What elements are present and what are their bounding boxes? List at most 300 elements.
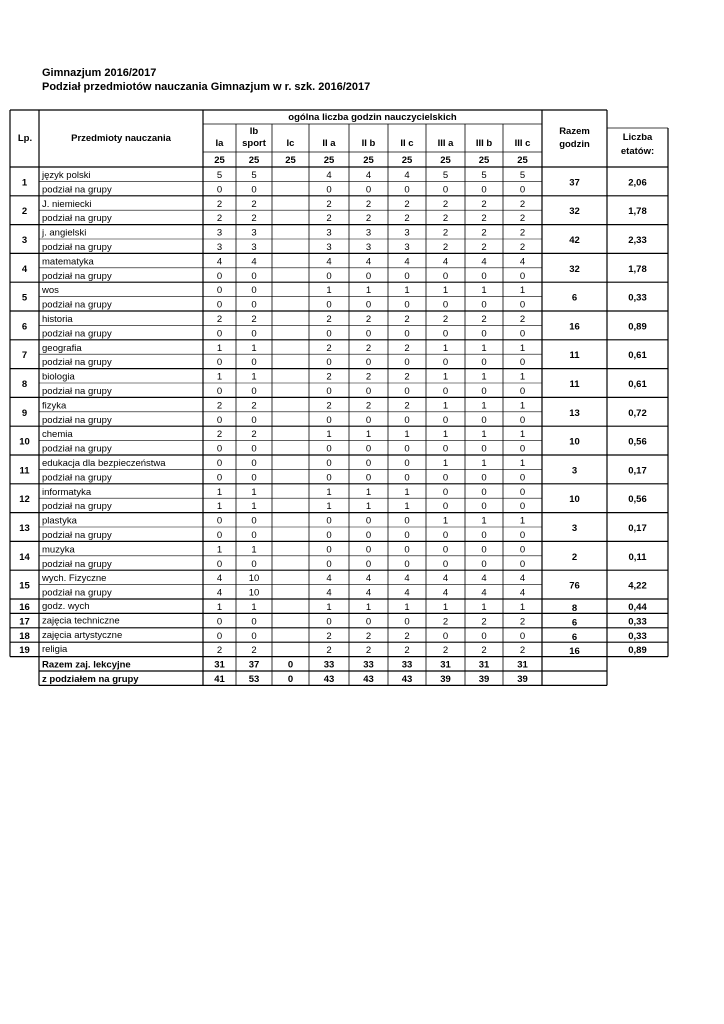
hours-value: 0 — [216, 458, 223, 469]
etaty-value: 0,61 — [628, 350, 647, 362]
group-hours-value: 0 — [404, 443, 410, 455]
row-lp: 18 — [19, 630, 30, 642]
subject-name: plastyka — [42, 515, 77, 527]
subgroup-label: podział na grupy — [42, 242, 112, 253]
hours-value: 1 — [404, 429, 410, 441]
group-hours-value: 4 — [216, 587, 223, 599]
group-hours-value: 0 — [481, 501, 487, 513]
group-hours-value: 0 — [216, 558, 223, 570]
totals-value: 31 — [478, 659, 490, 671]
class-header-label: sport — [242, 138, 266, 149]
group-hours-value: 0 — [216, 443, 223, 455]
group-hours-value: 0 — [251, 328, 257, 340]
hours-value: 1 — [519, 429, 526, 441]
group-hours-value: 2 — [442, 213, 449, 225]
etaty-value: 0,17 — [628, 465, 647, 477]
group-hours-value: 0 — [216, 414, 223, 426]
group-hours-value: 0 — [365, 530, 372, 541]
hours-value: 2 — [251, 400, 257, 412]
hours-value: 0 — [326, 515, 332, 527]
group-hours-value: 0 — [216, 357, 223, 369]
hours-value: 4 — [442, 573, 449, 585]
hours-value: 4 — [404, 170, 410, 181]
group-hours-value: 0 — [404, 530, 410, 541]
group-hours-value: 0 — [442, 184, 449, 196]
group-hours-value: 0 — [481, 184, 487, 196]
hours-value: 0 — [216, 630, 223, 642]
hours-value: 1 — [481, 371, 487, 383]
hours-value: 0 — [251, 458, 257, 469]
hours-value: 0 — [251, 515, 257, 527]
hours-value: 2 — [481, 616, 487, 628]
group-hours-value: 0 — [326, 270, 332, 282]
hours-value: 5 — [481, 170, 487, 181]
hours-value: 2 — [519, 227, 526, 239]
totals-value: 53 — [248, 674, 260, 685]
razem-value: 8 — [571, 603, 578, 614]
totals-value: 41 — [214, 674, 225, 685]
group-hours-value: 0 — [442, 270, 449, 282]
group-hours-value: 2 — [326, 213, 332, 225]
hours-value: 0 — [365, 544, 372, 556]
group-hours-value: 0 — [442, 299, 449, 311]
subgroup-label: podział na grupy — [42, 414, 112, 426]
group-hours-value: 0 — [326, 184, 332, 196]
razem-value: 16 — [569, 321, 580, 333]
hours-value: 1 — [442, 429, 449, 441]
totals-label: Razem zaj. lekcyjne — [42, 659, 131, 671]
subgroup-label: podział na grupy — [42, 386, 112, 397]
class-student-count: 25 — [214, 155, 225, 166]
header-liczba-etatow: Liczba — [622, 132, 653, 143]
etaty-value: 4,22 — [628, 580, 647, 592]
row-lp: 10 — [19, 436, 30, 448]
group-hours-value: 0 — [326, 357, 332, 369]
totals-value: 33 — [323, 659, 335, 671]
row-lp: 12 — [19, 494, 30, 506]
subject-name: J. niemiecki — [42, 198, 92, 210]
subgroup-label: podział na grupy — [42, 443, 112, 455]
hours-value: 5 — [251, 170, 257, 181]
hours-value: 0 — [442, 544, 449, 556]
row-lp: 3 — [21, 235, 28, 246]
group-hours-value: 4 — [326, 587, 332, 599]
group-hours-value: 0 — [519, 328, 526, 340]
subject-name: informatyka — [42, 486, 92, 498]
group-hours-value: 0 — [481, 328, 487, 340]
subject-name: muzyka — [42, 544, 75, 556]
hours-value: 1 — [481, 285, 487, 297]
hours-value: 0 — [442, 630, 449, 642]
group-hours-value: 0 — [326, 443, 332, 455]
group-hours-value: 3 — [404, 242, 410, 253]
hours-value: 2 — [365, 630, 372, 642]
subject-name: fizyka — [42, 400, 67, 412]
row-lp: 16 — [19, 602, 30, 613]
header-razem: Razem — [559, 126, 590, 137]
group-hours-value: 0 — [442, 501, 449, 513]
subgroup-label: podział na grupy — [42, 587, 112, 599]
hours-value: 2 — [251, 314, 257, 325]
group-hours-value: 0 — [481, 443, 487, 455]
group-hours-value: 0 — [442, 357, 449, 369]
subgroup-label: podział na grupy — [42, 530, 112, 541]
hours-value: 2 — [519, 314, 526, 325]
group-hours-value: 0 — [481, 558, 487, 570]
totals-value: 39 — [517, 674, 528, 685]
group-hours-value: 2 — [519, 213, 526, 225]
hours-value: 2 — [216, 198, 223, 210]
group-hours-value: 0 — [251, 270, 257, 282]
subject-name: historia — [42, 314, 73, 325]
hours-value: 1 — [251, 602, 257, 613]
hours-value: 1 — [481, 429, 487, 441]
hours-value: 1 — [216, 371, 223, 383]
hours-value: 0 — [404, 515, 410, 527]
class-header-label: II b — [361, 138, 376, 149]
hours-value: 1 — [481, 458, 487, 469]
group-hours-value: 0 — [251, 530, 257, 541]
row-lp: 5 — [21, 292, 28, 304]
subgroup-label: podział na grupy — [42, 270, 112, 282]
subgroup-label: podział na grupy — [42, 558, 112, 570]
group-hours-value: 0 — [365, 414, 372, 426]
subject-name: geografia — [42, 342, 82, 354]
hours-value: 2 — [404, 371, 410, 383]
group-hours-value: 1 — [251, 501, 257, 513]
etaty-value: 0,17 — [628, 523, 647, 534]
row-lp: 2 — [21, 206, 28, 218]
hours-value: 0 — [251, 616, 257, 628]
group-hours-value: 0 — [216, 472, 223, 484]
subject-name: zajęcia techniczne — [42, 615, 120, 627]
subgroup-label: podział na grupy — [42, 213, 112, 225]
row-lp: 6 — [21, 321, 28, 333]
hours-value: 2 — [519, 616, 526, 628]
class-student-count: 25 — [285, 155, 296, 166]
group-hours-value: 0 — [216, 299, 223, 311]
group-hours-value: 0 — [404, 558, 410, 570]
etaty-value: 0,33 — [628, 630, 647, 642]
subject-name: j. angielski — [42, 227, 87, 239]
hours-value: 1 — [404, 285, 410, 297]
razem-value: 2 — [571, 551, 578, 563]
razem-value: 76 — [569, 580, 580, 592]
etaty-value: 0,33 — [628, 292, 647, 304]
hours-value: 2 — [481, 198, 487, 210]
group-hours-value: 1 — [404, 501, 410, 513]
hours-value: 0 — [216, 515, 223, 527]
group-hours-value: 2 — [481, 213, 487, 225]
hours-value: 1 — [326, 486, 332, 498]
hours-value: 1 — [216, 544, 223, 556]
hours-value: 2 — [481, 645, 487, 657]
hours-value: 2 — [365, 342, 372, 354]
group-hours-value: 0 — [216, 328, 223, 340]
etaty-value: 0,89 — [628, 321, 647, 333]
group-hours-value: 0 — [365, 299, 372, 311]
row-lp: 19 — [19, 645, 30, 657]
hours-value: 2 — [404, 645, 410, 657]
hours-value: 1 — [216, 342, 223, 354]
group-hours-value: 0 — [519, 357, 526, 369]
hours-value: 2 — [442, 616, 449, 628]
hours-value: 2 — [442, 198, 449, 210]
hours-value: 1 — [216, 486, 223, 498]
group-hours-value: 0 — [365, 270, 372, 282]
row-lp: 1 — [21, 177, 28, 189]
hours-value: 2 — [251, 429, 257, 441]
hours-value: 1 — [326, 602, 332, 613]
totals-value: 33 — [401, 659, 413, 671]
hours-value: 1 — [251, 371, 257, 383]
class-header-label: III c — [514, 138, 531, 149]
hours-value: 0 — [404, 544, 410, 556]
razem-value: 32 — [569, 206, 580, 218]
totals-label: z podziałem na grupy — [42, 674, 139, 685]
group-hours-value: 3 — [365, 242, 372, 253]
group-hours-value: 0 — [251, 299, 257, 311]
hours-value: 0 — [519, 544, 526, 556]
hours-value: 1 — [216, 602, 223, 613]
group-hours-value: 3 — [326, 242, 332, 253]
hours-value: 4 — [442, 256, 449, 268]
razem-value: 11 — [569, 350, 580, 362]
etaty-value: 0,56 — [628, 436, 647, 448]
group-hours-value: 0 — [481, 270, 487, 282]
hours-value: 4 — [404, 573, 410, 585]
group-hours-value: 0 — [404, 386, 410, 397]
group-hours-value: 0 — [519, 299, 526, 311]
razem-value: 10 — [569, 436, 580, 448]
group-hours-value: 0 — [404, 357, 410, 369]
hours-value: 0 — [481, 486, 487, 498]
group-hours-value: 0 — [404, 414, 410, 426]
hours-value: 2 — [365, 198, 372, 210]
hours-value: 4 — [519, 573, 526, 585]
subgroup-label: podział na grupy — [42, 328, 112, 340]
group-hours-value: 0 — [326, 414, 332, 426]
hours-value: 2 — [365, 645, 372, 657]
group-hours-value: 0 — [442, 414, 449, 426]
hours-value: 2 — [365, 371, 372, 383]
group-hours-value: 0 — [251, 443, 257, 455]
group-hours-value: 0 — [519, 443, 526, 455]
class-header-label: II c — [400, 138, 414, 149]
group-hours-value: 3 — [216, 242, 223, 253]
group-hours-value: 0 — [404, 328, 410, 340]
group-hours-value: 2 — [216, 213, 223, 225]
group-hours-value: 0 — [442, 386, 449, 397]
hours-value: 1 — [519, 285, 526, 297]
class-header-label: III a — [437, 138, 454, 149]
hours-value: 2 — [326, 342, 332, 354]
row-lp: 8 — [21, 379, 28, 390]
hours-value: 0 — [365, 458, 372, 469]
hours-value: 0 — [404, 616, 410, 628]
etaty-value: 0,44 — [628, 602, 647, 613]
group-hours-value: 0 — [365, 558, 372, 570]
hours-value: 0 — [326, 616, 332, 628]
table-grid-lines — [10, 110, 668, 685]
hours-value: 1 — [442, 515, 449, 527]
group-hours-value: 1 — [326, 501, 332, 513]
hours-value: 2 — [216, 400, 223, 412]
hours-value: 2 — [404, 198, 410, 210]
group-hours-value: 0 — [519, 414, 526, 426]
group-hours-value: 0 — [326, 472, 332, 484]
row-lp: 17 — [19, 616, 30, 628]
group-hours-value: 0 — [519, 386, 526, 397]
hours-value: 0 — [442, 486, 449, 498]
group-hours-value: 0 — [519, 472, 526, 484]
hours-value: 0 — [251, 630, 257, 642]
razem-value: 11 — [569, 379, 580, 390]
group-hours-value: 0 — [481, 357, 487, 369]
etaty-value: 2,06 — [628, 177, 647, 189]
hours-value: 1 — [251, 486, 257, 498]
document-subtitle: Podział przedmiotów nauczania Gimnazjum w r. szk. 2016/2017 — [42, 81, 371, 93]
totals-value: 39 — [478, 674, 490, 685]
row-lp: 14 — [19, 551, 30, 563]
group-hours-value: 2 — [519, 242, 526, 253]
header-razem: godzin — [559, 139, 590, 150]
hours-value: 1 — [365, 486, 372, 498]
razem-value: 16 — [569, 646, 580, 658]
group-hours-value: 0 — [365, 357, 372, 369]
group-hours-value: 2 — [404, 213, 410, 225]
hours-value: 4 — [404, 256, 410, 268]
hours-value: 1 — [481, 602, 487, 613]
hours-value: 1 — [326, 285, 332, 297]
hours-value: 1 — [442, 371, 449, 383]
group-hours-value: 2 — [251, 213, 257, 225]
hours-value: 1 — [365, 429, 372, 441]
group-hours-value: 0 — [519, 184, 526, 196]
header-group-title: ogólna liczba godzin nauczycielskich — [288, 112, 457, 123]
group-hours-value: 0 — [216, 386, 223, 397]
hours-value: 2 — [251, 198, 257, 210]
etaty-value: 0,11 — [628, 551, 647, 563]
etaty-value: 0,61 — [628, 379, 647, 390]
hours-value: 2 — [326, 371, 332, 383]
totals-value: 0 — [287, 674, 294, 685]
group-hours-value: 0 — [326, 558, 332, 570]
subgroup-label: podział na grupy — [42, 184, 112, 196]
razem-value: 37 — [569, 177, 580, 189]
group-hours-value: 0 — [251, 386, 257, 397]
hours-value: 2 — [216, 429, 223, 441]
hours-value: 4 — [519, 256, 526, 268]
group-hours-value: 0 — [365, 328, 372, 340]
hours-value: 0 — [481, 630, 487, 642]
row-lp: 15 — [19, 580, 30, 592]
hours-value: 4 — [251, 256, 257, 268]
razem-value: 42 — [569, 235, 580, 246]
group-hours-value: 0 — [404, 472, 410, 484]
hours-value: 0 — [519, 486, 526, 498]
group-hours-value: 4 — [404, 587, 410, 599]
group-hours-value: 0 — [404, 184, 410, 196]
hours-value: 0 — [481, 544, 487, 556]
hours-value: 5 — [442, 170, 449, 181]
class-header-label: Ib — [249, 126, 259, 137]
class-student-count: 25 — [401, 155, 413, 166]
group-hours-value: 0 — [404, 270, 410, 282]
group-hours-value: 0 — [251, 184, 257, 196]
hours-value: 2 — [326, 630, 332, 642]
hours-value: 2 — [216, 314, 223, 325]
hours-value: 2 — [404, 342, 410, 354]
group-hours-value: 0 — [251, 357, 257, 369]
hours-value: 2 — [404, 400, 410, 412]
subject-name: matematyka — [42, 256, 94, 268]
class-header-label: II a — [322, 138, 336, 149]
group-hours-value: 0 — [326, 328, 332, 340]
etaty-value: 0,33 — [628, 616, 647, 628]
hours-value: 2 — [481, 227, 487, 239]
razem-value: 6 — [571, 617, 578, 629]
group-hours-value: 0 — [442, 530, 449, 541]
hours-value: 3 — [251, 227, 257, 239]
totals-value: 37 — [248, 659, 260, 671]
row-lp: 13 — [19, 523, 30, 534]
hours-value: 1 — [519, 342, 526, 354]
class-header-label: III b — [475, 138, 493, 149]
etaty-value: 0,56 — [628, 494, 647, 506]
header-subjects: Przedmioty nauczania — [71, 133, 171, 144]
group-hours-value: 0 — [251, 558, 257, 570]
subject-name: godz. wych — [42, 601, 90, 612]
group-hours-value: 0 — [251, 414, 257, 426]
group-hours-value: 0 — [442, 472, 449, 484]
hours-value: 2 — [326, 314, 332, 325]
totals-value: 31 — [214, 659, 225, 671]
document-title: Gimnazjum 2016/2017 — [42, 67, 157, 79]
hours-value: 2 — [442, 314, 449, 325]
hours-value: 0 — [216, 616, 223, 628]
subject-name: język polski — [42, 170, 91, 181]
group-hours-value: 10 — [248, 587, 260, 599]
group-hours-value: 2 — [442, 242, 449, 253]
hours-value: 2 — [404, 630, 410, 642]
hours-value: 2 — [326, 198, 332, 210]
hours-value: 2 — [481, 314, 487, 325]
hours-value: 1 — [481, 342, 487, 354]
class-student-count: 25 — [363, 155, 374, 166]
subject-name: biologia — [42, 371, 75, 383]
group-hours-value: 0 — [481, 414, 487, 426]
etaty-value: 0,72 — [628, 407, 647, 419]
class-student-count: 25 — [478, 155, 490, 166]
hours-value: 2 — [365, 400, 372, 412]
hours-value: 3 — [404, 227, 410, 239]
group-hours-value: 0 — [326, 299, 332, 311]
hours-value: 0 — [326, 458, 332, 469]
group-hours-value: 0 — [251, 472, 257, 484]
row-lp: 4 — [21, 263, 28, 275]
class-student-count: 25 — [517, 155, 528, 166]
group-hours-value: 2 — [481, 242, 487, 253]
hours-value: 4 — [216, 256, 223, 268]
row-lp: 9 — [21, 407, 28, 419]
group-hours-value: 0 — [365, 184, 372, 196]
hours-value: 1 — [326, 429, 332, 441]
razem-value: 6 — [571, 292, 578, 304]
group-hours-value: 4 — [365, 587, 372, 599]
group-hours-value: 3 — [251, 242, 257, 253]
hours-value: 1 — [365, 602, 372, 613]
